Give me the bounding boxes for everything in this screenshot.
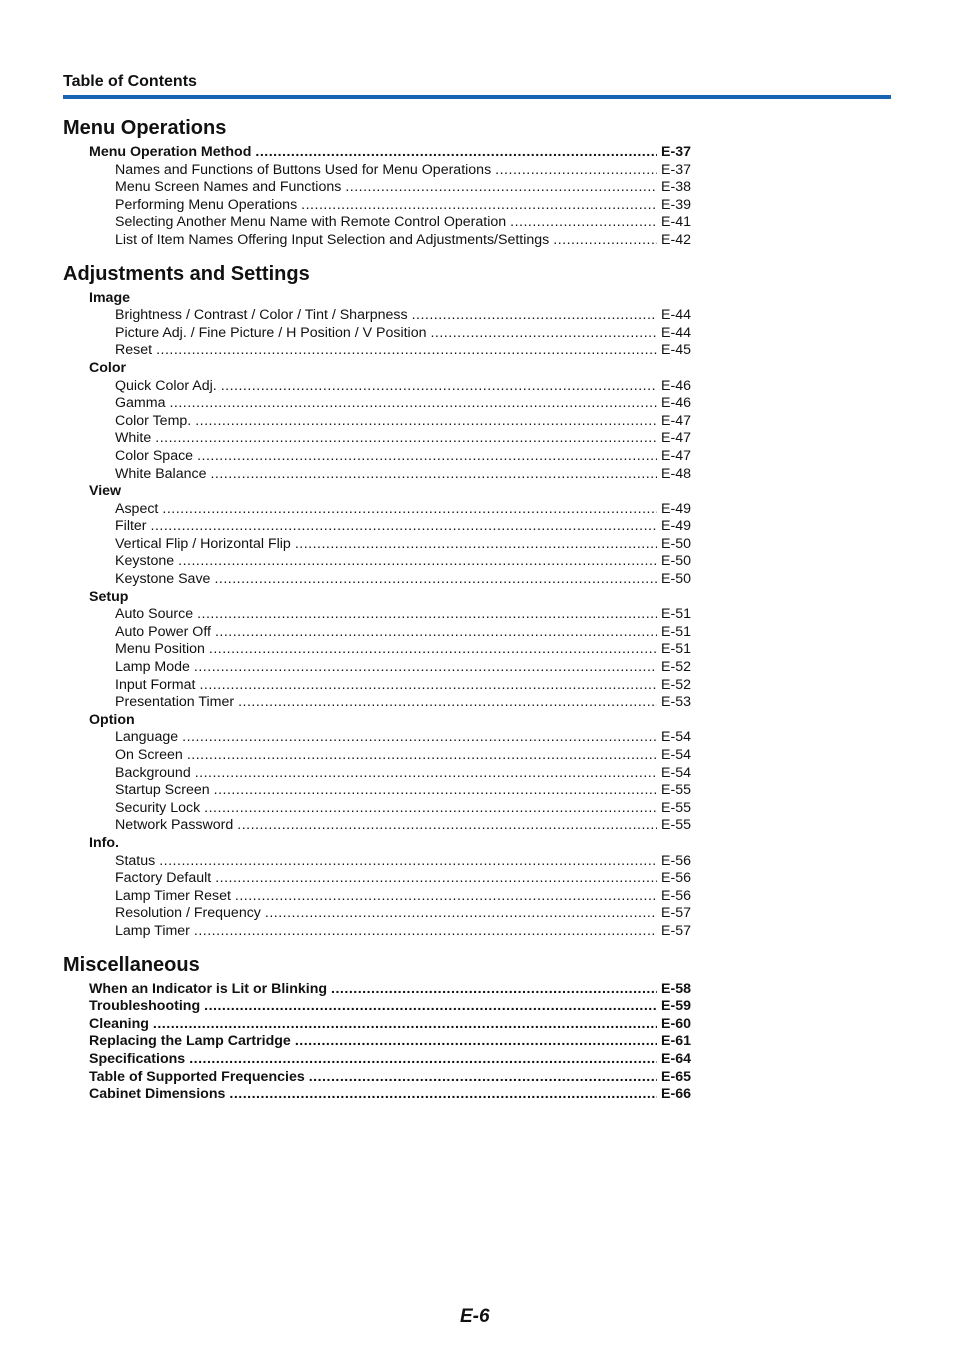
toc-entry-page: E-37 xyxy=(661,161,691,178)
toc-entry[interactable] xyxy=(63,800,691,818)
toc-entry-label: Reset xyxy=(115,342,153,359)
toc-entry-page: E-51 xyxy=(661,623,691,640)
toc-entry-page: E-37 xyxy=(661,144,691,160)
toc-entry[interactable] xyxy=(63,817,691,835)
toc-entry[interactable] xyxy=(63,501,691,519)
toc-entry-page: E-54 xyxy=(661,747,691,763)
toc-entry-page: E-52 xyxy=(661,659,691,676)
dot-leader xyxy=(194,659,657,677)
dot-leader xyxy=(204,800,657,818)
toc-entry[interactable] xyxy=(63,179,691,197)
toc-entry-label: White xyxy=(115,430,152,447)
toc-entry-label: Language xyxy=(115,729,179,746)
section-title: Adjustments and Settings xyxy=(63,262,310,285)
toc-entry-label: Gamma xyxy=(115,395,166,412)
dot-leader xyxy=(221,378,657,396)
dot-leader xyxy=(197,606,657,624)
toc-entry-label: Quick Color Adj. xyxy=(115,377,217,394)
toc-entry-label: Security Lock xyxy=(115,799,201,816)
toc-entry-page: E-55 xyxy=(661,799,691,816)
toc-entry-page: E-47 xyxy=(661,412,691,429)
toc-entry-page: E-47 xyxy=(661,430,691,447)
toc-entry[interactable] xyxy=(63,998,691,1016)
header-rule xyxy=(63,95,891,99)
toc-entry[interactable] xyxy=(63,197,691,215)
toc-entry-label: Lamp Mode xyxy=(115,659,190,676)
dot-leader xyxy=(345,179,657,197)
toc-entry-page: E-49 xyxy=(661,518,691,535)
toc-entry-label: Color Temp. xyxy=(115,412,192,429)
toc-entry-label: Performing Menu Operations xyxy=(115,196,298,213)
toc-entry-label: Auto Source xyxy=(115,606,194,623)
toc-entry[interactable] xyxy=(63,853,691,871)
toc-entry-page: E-56 xyxy=(661,887,691,904)
dot-leader xyxy=(182,729,657,747)
toc-entry-label: Background xyxy=(115,764,191,781)
toc-entry-page: E-65 xyxy=(661,1068,691,1085)
dot-leader xyxy=(153,1016,657,1034)
toc-entry[interactable] xyxy=(63,342,691,360)
toc-entry-page: E-48 xyxy=(661,465,691,482)
toc-entry[interactable] xyxy=(63,144,691,162)
dot-leader xyxy=(214,571,657,589)
toc-entry-page: E-50 xyxy=(661,553,691,570)
toc-entry-label: Startup Screen xyxy=(115,782,210,799)
toc-entry-label: Cabinet Dimensions xyxy=(89,1086,226,1103)
toc-entry-page: E-52 xyxy=(661,676,691,693)
toc-entry-page: E-59 xyxy=(661,998,691,1015)
toc-entry[interactable] xyxy=(63,1016,691,1034)
toc-entry[interactable] xyxy=(63,1069,691,1087)
dot-leader xyxy=(197,448,657,466)
dot-leader xyxy=(238,694,657,712)
toc-entry[interactable] xyxy=(63,624,691,642)
toc-entry[interactable] xyxy=(63,553,691,571)
toc-entry-label: Network Password xyxy=(115,817,234,834)
dot-leader xyxy=(301,197,657,215)
toc-entry[interactable] xyxy=(63,888,691,906)
toc-entry[interactable] xyxy=(63,571,691,589)
toc-entry-label: Keystone Save xyxy=(115,571,211,588)
toc-entry[interactable] xyxy=(63,905,691,923)
toc-entry-page: E-44 xyxy=(661,324,691,341)
toc-entry-label: Presentation Timer xyxy=(115,694,235,711)
dot-leader xyxy=(178,553,657,571)
toc-entry-page: E-56 xyxy=(661,852,691,869)
toc-entry[interactable] xyxy=(63,923,691,941)
dot-leader xyxy=(495,162,657,180)
dot-leader xyxy=(295,1033,657,1051)
dot-leader xyxy=(510,214,657,232)
toc-group-heading: View xyxy=(89,483,122,500)
toc-entry-label: Menu Position xyxy=(115,641,205,658)
toc-entry-page: E-56 xyxy=(661,870,691,887)
toc-entry-label: Table of Supported Frequencies xyxy=(89,1068,305,1085)
dot-leader xyxy=(169,395,657,413)
toc-entry-label: Brightness / Contrast / Color / Tint / Sharpness xyxy=(115,307,408,324)
toc-entry-page: E-61 xyxy=(661,1033,691,1050)
toc-entry-page: E-46 xyxy=(661,395,691,412)
toc-entry-page: E-54 xyxy=(661,729,691,746)
dot-leader xyxy=(309,1069,657,1087)
toc-entry[interactable] xyxy=(63,694,691,712)
section-title: Miscellaneous xyxy=(63,953,200,976)
toc-entry-page: E-49 xyxy=(661,500,691,517)
toc-group-heading: Setup xyxy=(89,588,129,605)
toc-entry[interactable] xyxy=(63,214,691,232)
toc-entry[interactable] xyxy=(63,747,691,765)
dot-leader xyxy=(229,1086,657,1104)
dot-leader xyxy=(194,923,657,941)
toc-entry[interactable] xyxy=(63,981,691,999)
toc-entry-label: Input Format xyxy=(115,676,196,693)
toc-entry-label: List of Item Names Offering Input Selection and Adjustments/Settings xyxy=(115,231,550,248)
toc-entry-label: Menu Operation Method xyxy=(89,144,252,160)
toc-entry-label: Menu Screen Names and Functions xyxy=(115,179,342,196)
toc-entry[interactable] xyxy=(63,677,691,695)
toc-entry[interactable] xyxy=(63,729,691,747)
toc-entry-page: E-50 xyxy=(661,571,691,588)
toc-entry[interactable] xyxy=(63,466,691,484)
toc-entry-label: Vertical Flip / Horizontal Flip xyxy=(115,535,291,552)
toc-entry-label: Resolution / Frequency xyxy=(115,905,261,922)
dot-leader xyxy=(214,782,657,800)
page-header xyxy=(63,72,891,99)
table-of-contents xyxy=(63,116,703,1116)
toc-entry-page: E-42 xyxy=(661,231,691,248)
dot-leader xyxy=(235,888,657,906)
toc-group-heading: Info. xyxy=(89,834,119,851)
toc-entry-label: Specifications xyxy=(89,1050,186,1067)
toc-entry-label: Troubleshooting xyxy=(89,998,201,1015)
toc-entry-page: E-57 xyxy=(661,905,691,922)
toc-entry-label: Replacing the Lamp Cartridge xyxy=(89,1033,291,1050)
toc-entry[interactable] xyxy=(63,1086,691,1104)
section-title: Menu Operations xyxy=(63,117,227,139)
toc-entry-page: E-57 xyxy=(661,922,691,939)
toc-section xyxy=(63,953,703,1104)
dot-leader xyxy=(195,765,657,783)
toc-entry[interactable] xyxy=(63,325,691,343)
toc-entry-label: Picture Adj. / Fine Picture / H Position / V Position xyxy=(115,324,427,341)
dot-leader xyxy=(151,518,658,536)
toc-entry[interactable] xyxy=(63,162,691,180)
toc-entry[interactable] xyxy=(63,606,691,624)
toc-entry-page: E-64 xyxy=(661,1050,691,1067)
toc-entry[interactable] xyxy=(63,395,691,413)
toc-entry[interactable] xyxy=(63,1051,691,1069)
toc-entry-page: E-55 xyxy=(661,817,691,834)
dot-leader xyxy=(187,747,657,765)
toc-entry-page: E-50 xyxy=(661,535,691,552)
dot-leader xyxy=(215,624,657,642)
toc-entry-page: E-66 xyxy=(661,1086,691,1103)
toc-section xyxy=(63,262,703,941)
dot-leader xyxy=(155,430,657,448)
page-header-title: Table of Contents xyxy=(63,73,197,90)
toc-entry[interactable] xyxy=(63,1033,691,1051)
toc-entry-label: On Screen xyxy=(115,747,183,763)
dot-leader xyxy=(156,342,657,360)
dot-leader xyxy=(195,413,657,431)
toc-group-heading: Option xyxy=(89,711,135,728)
toc-entry-label: When an Indicator is Lit or Blinking xyxy=(89,980,328,997)
toc-group-heading: Image xyxy=(89,289,131,306)
toc-entry[interactable] xyxy=(63,659,691,677)
dot-leader xyxy=(265,905,657,923)
toc-entry-label: Names and Functions of Buttons Used for Menu Operations xyxy=(115,161,492,178)
dot-leader xyxy=(553,232,657,250)
toc-entry-label: Lamp Timer Reset xyxy=(115,887,231,904)
dot-leader xyxy=(210,466,657,484)
toc-entry-label: Status xyxy=(115,852,156,869)
dot-leader xyxy=(204,998,657,1016)
toc-entry-label: Aspect xyxy=(115,500,159,517)
toc-entry-label: Auto Power Off xyxy=(115,623,211,640)
toc-entry[interactable] xyxy=(63,536,691,554)
page-number: E-6 xyxy=(460,1306,490,1327)
dot-leader xyxy=(199,677,657,695)
dot-leader xyxy=(412,307,657,325)
toc-entry-label: Filter xyxy=(115,518,147,535)
toc-entry-page: E-53 xyxy=(661,694,691,711)
dot-leader xyxy=(159,853,657,871)
dot-leader xyxy=(189,1051,657,1069)
toc-group-heading: Color xyxy=(89,359,127,376)
toc-entry-page: E-51 xyxy=(661,606,691,623)
dot-leader xyxy=(237,817,657,835)
toc-entry-page: E-38 xyxy=(661,179,691,196)
dot-leader xyxy=(255,144,657,162)
toc-entry-label: Factory Default xyxy=(115,870,212,887)
toc-entry[interactable] xyxy=(63,430,691,448)
toc-entry-label: Keystone xyxy=(115,553,175,570)
toc-entry[interactable] xyxy=(63,782,691,800)
toc-entry[interactable] xyxy=(63,413,691,431)
dot-leader xyxy=(162,501,657,519)
toc-entry[interactable] xyxy=(63,232,691,250)
dot-leader xyxy=(430,325,657,343)
toc-entry-page: E-55 xyxy=(661,782,691,799)
toc-section xyxy=(63,116,703,250)
toc-entry-page: E-39 xyxy=(661,196,691,213)
toc-entry[interactable] xyxy=(63,765,691,783)
toc-entry-page: E-54 xyxy=(661,764,691,781)
toc-entry-page: E-41 xyxy=(661,214,691,231)
dot-leader xyxy=(295,536,657,554)
dot-leader xyxy=(209,641,657,659)
toc-entry[interactable] xyxy=(63,870,691,888)
toc-entry-label: Color Space xyxy=(115,447,194,464)
toc-entry-label: White Balance xyxy=(115,465,207,482)
toc-entry[interactable] xyxy=(63,307,691,325)
toc-entry-page: E-60 xyxy=(661,1015,691,1032)
toc-entry-page: E-45 xyxy=(661,342,691,359)
toc-entry[interactable] xyxy=(63,518,691,536)
dot-leader xyxy=(215,870,657,888)
toc-entry[interactable] xyxy=(63,641,691,659)
toc-entry-page: E-51 xyxy=(661,641,691,658)
toc-entry[interactable] xyxy=(63,448,691,466)
toc-entry[interactable] xyxy=(63,378,691,396)
toc-entry-page: E-58 xyxy=(661,980,691,997)
toc-entry-page: E-46 xyxy=(661,377,691,394)
dot-leader xyxy=(331,981,657,999)
toc-entry-label: Lamp Timer xyxy=(115,922,190,939)
toc-entry-label: Cleaning xyxy=(89,1015,149,1032)
toc-entry-label: Selecting Another Menu Name with Remote Control Operation xyxy=(115,214,507,231)
toc-entry-page: E-47 xyxy=(661,447,691,464)
toc-entry-page: E-44 xyxy=(661,307,691,324)
